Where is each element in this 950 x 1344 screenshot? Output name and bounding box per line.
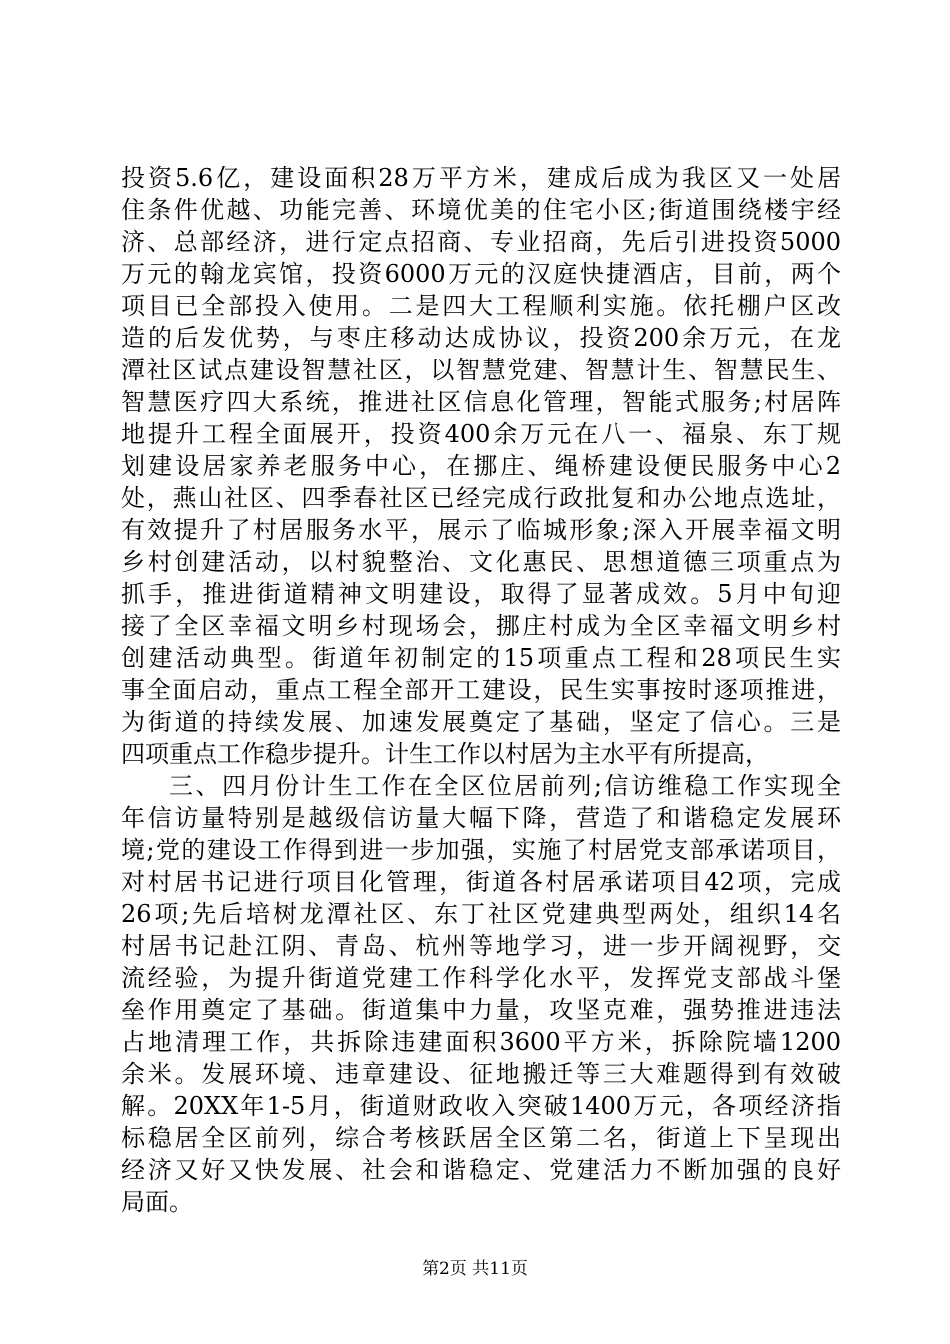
text-line: 为街道的持续发展、加速发展奠定了基础，坚定了信心。三是 bbox=[121, 708, 841, 736]
text-line: 造的后发优势，与枣庄移动达成协议，投资200余万元，在龙 bbox=[121, 324, 841, 352]
text-line: 投资5.6亿，建设面积28万平方米，建成后成为我区又一处居 bbox=[121, 164, 841, 192]
text-line: 济、总部经济，进行定点招商、专业招商，先后引进投资5000 bbox=[121, 228, 841, 256]
text-line: 创建活动典型。街道年初制定的15项重点工程和28项民生实 bbox=[121, 644, 841, 672]
text-line: 村居书记赴江阴、青岛、杭州等地学习，进一步开阔视野，交 bbox=[121, 932, 841, 960]
text-line: 住条件优越、功能完善、环境优美的住宅小区;街道围绕楼宇经 bbox=[121, 196, 841, 224]
text-line: 事全面启动，重点工程全部开工建设，民生实事按时逐项推进， bbox=[121, 676, 841, 704]
body-text bbox=[121, 162, 841, 1218]
text-line: 划建设居家养老服务中心，在挪庄、绳桥建设便民服务中心2 bbox=[121, 452, 841, 480]
text-line: 抓手，推进街道精神文明建设，取得了显著成效。5月中旬迎 bbox=[121, 580, 841, 608]
text-line: 26项;先后培树龙潭社区、东丁社区党建典型两处，组织14名 bbox=[121, 900, 841, 928]
text-line: 地提升工程全面展开，投资400余万元在八一、福泉、东丁规 bbox=[121, 420, 841, 448]
text-line: 局面。 bbox=[121, 1188, 193, 1216]
text-line: 占地清理工作，共拆除违建面积3600平方米，拆除院墙1200 bbox=[121, 1028, 841, 1056]
text-line: 垒作用奠定了基础。街道集中力量，攻坚克难，强势推进违法 bbox=[121, 996, 841, 1024]
text-line: 乡村创建活动，以村貌整治、文化惠民、思想道德三项重点为 bbox=[121, 548, 841, 576]
text-line: 年信访量特别是越级信访量大幅下降，营造了和谐稳定发展环 bbox=[121, 804, 841, 832]
text-line: 智慧医疗四大系统，推进社区信息化管理，智能式服务;村居阵 bbox=[121, 388, 841, 416]
text-line: 万元的翰龙宾馆，投资6000万元的汉庭快捷酒店，目前，两个 bbox=[121, 260, 841, 288]
text-line: 潭社区试点建设智慧社区，以智慧党建、智慧计生、智慧民生、 bbox=[121, 356, 841, 384]
text-line: 项目已全部投入使用。二是四大工程顺利实施。依托棚户区改 bbox=[121, 292, 841, 320]
text-line: 接了全区幸福文明乡村现场会，挪庄村成为全区幸福文明乡村 bbox=[121, 612, 841, 640]
text-line: 流经验，为提升街道党建工作科学化水平，发挥党支部战斗堡 bbox=[121, 964, 841, 992]
text-line: 解。20XX年1-5月，街道财政收入突破1400万元，各项经济指 bbox=[121, 1092, 841, 1120]
text-line: 经济又好又快发展、社会和谐稳定、党建活力不断加强的良好 bbox=[121, 1156, 841, 1184]
text-line: 对村居书记进行项目化管理，街道各村居承诺项目42项，完成 bbox=[121, 868, 841, 896]
text-line: 标稳居全区前列，综合考核跃居全区第二名，街道上下呈现出 bbox=[121, 1124, 841, 1152]
text-line: 三、四月份计生工作在全区位居前列;信访维稳工作实现全 bbox=[169, 772, 841, 800]
text-line: 处，燕山社区、四季春社区已经完成行政批复和办公地点选址， bbox=[121, 484, 841, 512]
text-line: 余米。发展环境、违章建设、征地搬迁等三大难题得到有效破 bbox=[121, 1060, 841, 1088]
text-line: 境;党的建设工作得到进一步加强，实施了村居党支部承诺项目， bbox=[121, 836, 841, 864]
page-number-footer: 第2页 共11页 bbox=[422, 1259, 528, 1279]
text-line: 四项重点工作稳步提升。计生工作以村居为主水平有所提高， bbox=[121, 740, 769, 768]
text-line: 有效提升了村居服务水平，展示了临城形象;深入开展幸福文明 bbox=[121, 516, 841, 544]
